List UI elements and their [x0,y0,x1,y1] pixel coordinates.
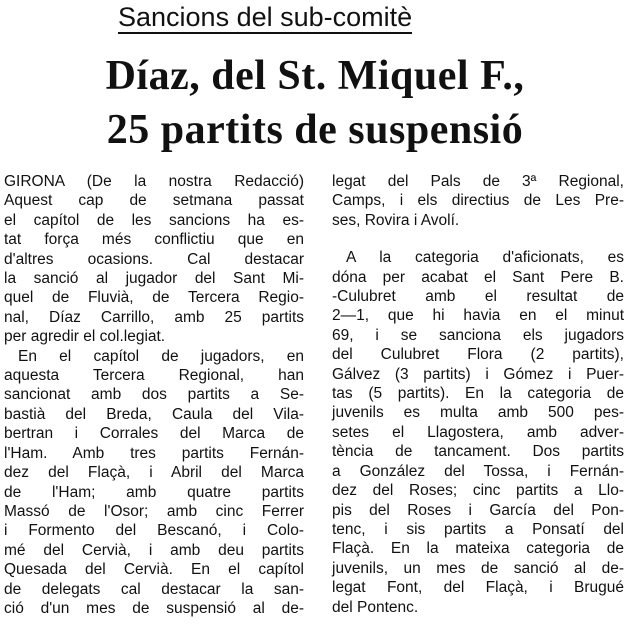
section-kicker: Sancions del sub-comitè [118,2,413,32]
text-line: Camps, i els directius de Les Pre- [332,192,624,210]
text-line: tat força més conflictiu que en [4,231,304,249]
text-line: ció d'un mes de suspensió al de- [4,599,304,617]
text-line: quel de Fluvià, de Tercera Regio- [4,289,304,307]
text-line: dóna per acabat el Sant Pere B. [332,268,624,286]
text-line: mé del Cervià, i amb deu partits [4,541,304,559]
text-line: juvenils, un mes de sanció al de- [332,559,624,577]
text-line: sancionat amb dos partits a Se- [4,386,304,404]
text-line: setes el Llagostera, amb adver- [332,423,624,441]
text-line: -Culubret amb el resultat de [332,288,624,306]
text-line: aquesta Tercera Regional, han [4,367,304,385]
paragraph-gap [332,230,624,248]
text-line: legat del Pals de 3ª Regional, [332,173,624,190]
text-line: tenc, i sis partits a Ponsatí del [332,520,624,538]
text-line: d'altres ocasions. Cal destacar [4,250,304,268]
text-line: Aquest cap de setmana passat [4,192,304,210]
text-line: En el capítol de jugadors, en [18,347,304,365]
text-line: i Formento del Bescanó, i Colo- [4,522,304,540]
text-line: el capítol de les sancions ha es- [4,211,304,229]
text-line: pis del Roses i García del Pon- [332,501,624,519]
text-line: Flaçà. En la mateixa categoria de [332,540,624,558]
text-line: tència de tancament. Dos partits [332,443,624,461]
headline-line-2: 25 partits de suspensió [106,107,524,153]
text-line: 69, i se sanciona els jugadors [332,326,624,344]
text-line: de delegats cal destacar la san- [4,580,304,598]
text-line: del Pontenc. [332,598,419,616]
text-line: nal, Díaz Carrillo, amb 25 partits [4,308,304,326]
text-line: bertran i Corrales del Marca de [4,425,304,443]
text-line: Quesada del Cervià. En el capítol [4,561,304,579]
text-line: tas (5 partits). En la categoria de [332,385,624,403]
article-column-right [332,172,624,617]
article-column-left [4,172,304,618]
text-line: GIRONA (De la nostra Redacció) [4,173,304,190]
text-line: legat Font, del Flaçà, i Brugué [332,579,624,597]
text-line: a González del Tossa, i Fernán- [332,462,624,480]
text-line: dez del Flaçà, i Abril del Marca [4,464,304,482]
text-line: 2—1, que hi havia en el minut [332,307,624,325]
text-line: del Culubret Flora (2 partits), [332,346,624,364]
text-line: l'Ham. Amb tres partits Fernán- [4,444,304,462]
headline-line-1: Díaz, del St. Miquel F., [105,53,525,99]
text-line: Gálvez (3 partits) i Gómez i Puer- [332,365,624,383]
text-line: dez del Roses; cinc partits a Llo- [332,482,624,500]
text-line: de l'Ham; amb quatre partits [4,483,304,501]
text-line: bastià del Breda, Caula del Vila- [4,405,304,423]
text-line: per agredir el col.legiat. [4,328,166,346]
text-line: la sanció al jugador del Sant Mi- [4,270,304,288]
text-line: juvenils es multa amb 500 pes- [332,404,624,422]
text-line: ses, Rovira i Avolí. [332,211,460,229]
text-line: A la categoria d'aficionats, es [346,249,624,267]
text-line: Massó de l'Osor; amb cinc Ferrer [4,502,304,520]
